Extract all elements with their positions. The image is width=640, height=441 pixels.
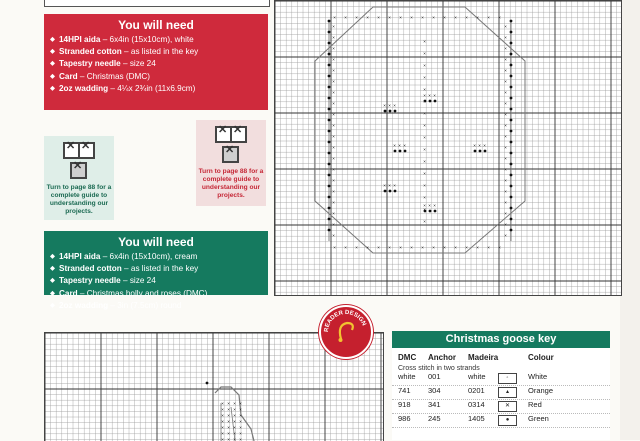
svg-text:×: × xyxy=(233,400,236,406)
svg-text:×: × xyxy=(403,142,406,148)
svg-text:×: × xyxy=(423,86,426,92)
svg-text:×: × xyxy=(423,62,426,68)
svg-text:×: × xyxy=(332,34,335,40)
table-row: 986 245 1405 ● Green xyxy=(392,414,610,428)
svg-text:×: × xyxy=(366,244,369,250)
requirements-title: You will need xyxy=(118,18,194,32)
guide-text: Turn to page 88 for a complete guide to understanding our projects. xyxy=(198,168,264,199)
requirements-card-green xyxy=(44,231,268,310)
table-row: white 001 white ◦ White xyxy=(392,372,610,386)
svg-text:×: × xyxy=(504,122,507,128)
svg-text:×: × xyxy=(332,133,335,139)
svg-text:×: × xyxy=(344,14,347,20)
svg-text:×: × xyxy=(504,78,507,84)
svg-text:×: × xyxy=(504,67,507,73)
requirements-list xyxy=(44,34,268,95)
stitch-guide-icon xyxy=(61,140,97,182)
svg-text:×: × xyxy=(433,202,436,208)
svg-text:×: × xyxy=(476,244,479,250)
svg-text:×: × xyxy=(227,406,230,412)
svg-text:×: × xyxy=(227,424,230,430)
svg-text:×: × xyxy=(221,412,224,418)
svg-text:×: × xyxy=(355,244,358,250)
svg-text:×: × xyxy=(239,430,242,436)
top-frame xyxy=(44,0,270,7)
svg-text:×: × xyxy=(332,144,335,150)
svg-text:×: × xyxy=(423,194,426,200)
list-item: ◆ 2oz wadding – 3in (7.5cm) round xyxy=(50,300,268,312)
list-item: ◆ Card – Christmas holly and roses (DMC) xyxy=(50,288,268,300)
svg-text:×: × xyxy=(332,210,335,216)
svg-text:×: × xyxy=(221,400,224,406)
svg-text:×: × xyxy=(388,14,391,20)
svg-text:×: × xyxy=(423,146,426,152)
svg-text:×: × xyxy=(504,144,507,150)
svg-text:×: × xyxy=(332,199,335,205)
svg-text:×: × xyxy=(423,122,426,128)
page-edge xyxy=(620,0,640,440)
svg-text:×: × xyxy=(233,424,236,430)
svg-text:×: × xyxy=(383,102,386,108)
guide-note-red xyxy=(196,120,266,206)
svg-text:×: × xyxy=(377,244,380,250)
svg-text:×: × xyxy=(504,100,507,106)
chart-grid xyxy=(275,1,621,295)
svg-text:×: × xyxy=(332,111,335,117)
svg-text:×: × xyxy=(432,244,435,250)
svg-text:×: × xyxy=(421,14,424,20)
svg-text:×: × xyxy=(504,199,507,205)
svg-text:×: × xyxy=(221,406,224,412)
list-item: ◆ 14HPI aida – 6x4in (15x10cm), cream xyxy=(50,251,268,263)
svg-text:×: × xyxy=(333,14,336,20)
svg-text:READER DESIGN: READER DESIGN xyxy=(323,309,367,333)
svg-text:×: × xyxy=(504,177,507,183)
svg-text:×: × xyxy=(423,170,426,176)
list-item: ◆ 2oz wadding – 4¼x 2¾in (11x6.9cm) xyxy=(50,83,268,95)
key-header-row: DMC Anchor Madeira Colour xyxy=(398,353,554,362)
svg-text:×: × xyxy=(443,244,446,250)
svg-text:×: × xyxy=(423,158,426,164)
svg-text:×: × xyxy=(332,23,335,29)
colour-key xyxy=(392,331,610,440)
reader-design-badge xyxy=(319,305,373,359)
svg-text:×: × xyxy=(233,430,236,436)
svg-text:×: × xyxy=(428,202,431,208)
svg-text:×: × xyxy=(465,244,468,250)
svg-text:×: × xyxy=(504,133,507,139)
svg-text:×: × xyxy=(233,412,236,418)
svg-text:×: × xyxy=(487,14,490,20)
svg-text:×: × xyxy=(332,89,335,95)
symbol-swatch: ✕ xyxy=(498,401,517,412)
svg-text:×: × xyxy=(423,206,426,212)
svg-text:×: × xyxy=(227,400,230,406)
svg-text:×: × xyxy=(332,56,335,62)
svg-text:×: × xyxy=(333,244,336,250)
svg-text:×: × xyxy=(465,14,468,20)
svg-text:×: × xyxy=(355,14,358,20)
table-row: 741 304 0201 ▴ Orange xyxy=(392,386,610,400)
svg-text:×: × xyxy=(487,244,490,250)
svg-text:×: × xyxy=(504,111,507,117)
svg-text:×: × xyxy=(498,14,501,20)
svg-text:×: × xyxy=(504,56,507,62)
svg-text:×: × xyxy=(388,244,391,250)
svg-text:×: × xyxy=(423,50,426,56)
svg-text:×: × xyxy=(454,244,457,250)
svg-text:×: × xyxy=(476,14,479,20)
svg-text:×: × xyxy=(227,436,230,441)
svg-text:×: × xyxy=(399,14,402,20)
key-title: Christmas goose key xyxy=(392,331,610,348)
list-item: ◆ Tapestry needle – size 24 xyxy=(50,58,268,70)
svg-text:×: × xyxy=(399,244,402,250)
svg-text:×: × xyxy=(473,142,476,148)
svg-text:×: × xyxy=(398,142,401,148)
svg-text:×: × xyxy=(393,182,396,188)
cross-stitch-chart-wreath xyxy=(274,0,622,296)
svg-text:×: × xyxy=(239,418,242,424)
svg-text:×: × xyxy=(478,142,481,148)
svg-text:×: × xyxy=(423,74,426,80)
svg-text:×: × xyxy=(454,14,457,20)
svg-text:×: × xyxy=(332,177,335,183)
guide-note-green xyxy=(44,136,114,220)
svg-text:×: × xyxy=(504,23,507,29)
svg-text:×: × xyxy=(423,134,426,140)
svg-text:×: × xyxy=(239,400,242,406)
svg-text:×: × xyxy=(332,188,335,194)
symbol-swatch: ▴ xyxy=(498,387,517,398)
badge-icon xyxy=(321,307,371,357)
svg-text:×: × xyxy=(227,412,230,418)
svg-text:×: × xyxy=(239,424,242,430)
svg-text:×: × xyxy=(410,244,413,250)
svg-text:×: × xyxy=(221,424,224,430)
svg-text:×: × xyxy=(332,78,335,84)
svg-text:×: × xyxy=(498,244,501,250)
stitch-guide-icon xyxy=(213,124,249,166)
svg-text:×: × xyxy=(423,38,426,44)
svg-text:×: × xyxy=(366,14,369,20)
requirements-list xyxy=(44,251,268,312)
svg-text:×: × xyxy=(504,89,507,95)
svg-text:×: × xyxy=(377,14,380,20)
svg-text:×: × xyxy=(423,98,426,104)
svg-text:×: × xyxy=(433,92,436,98)
svg-text:×: × xyxy=(423,92,426,98)
svg-text:×: × xyxy=(233,406,236,412)
requirements-card-red xyxy=(44,14,268,110)
key-note: Cross stitch in two strands xyxy=(398,365,480,372)
svg-text:×: × xyxy=(332,155,335,161)
list-item: ◆ Stranded cotton – as listed in the key xyxy=(50,46,268,58)
svg-text:×: × xyxy=(504,166,507,172)
symbol-swatch: ● xyxy=(498,415,517,426)
svg-text:×: × xyxy=(504,188,507,194)
svg-text:×: × xyxy=(332,100,335,106)
svg-text:×: × xyxy=(423,202,426,208)
guide-text: Turn to page 88 for a complete guide to understanding our projects. xyxy=(46,184,112,215)
svg-text:×: × xyxy=(393,102,396,108)
svg-text:×: × xyxy=(393,142,396,148)
svg-text:×: × xyxy=(504,210,507,216)
svg-text:×: × xyxy=(504,155,507,161)
svg-text:×: × xyxy=(221,418,224,424)
list-item: ◆ 14HPI aida – 6x4in (15x10cm), white xyxy=(50,34,268,46)
svg-text:×: × xyxy=(221,430,224,436)
svg-text:×: × xyxy=(443,14,446,20)
svg-text:×: × xyxy=(239,412,242,418)
list-item: ◆ Stranded cotton – as listed in the key xyxy=(50,263,268,275)
list-item: ◆ Tapestry needle – size 24 xyxy=(50,275,268,287)
list-item: ◆ Card – Christmas (DMC) xyxy=(50,71,268,83)
svg-text:×: × xyxy=(504,232,507,238)
svg-text:×: × xyxy=(332,166,335,172)
svg-text:×: × xyxy=(332,221,335,227)
svg-text:×: × xyxy=(483,142,486,148)
svg-text:×: × xyxy=(239,406,242,412)
svg-text:×: × xyxy=(421,244,424,250)
svg-text:×: × xyxy=(227,418,230,424)
svg-text:×: × xyxy=(239,436,242,441)
svg-text:×: × xyxy=(432,14,435,20)
svg-text:×: × xyxy=(233,418,236,424)
svg-text:×: × xyxy=(388,182,391,188)
svg-text:×: × xyxy=(428,92,431,98)
requirements-title: You will need xyxy=(118,235,194,249)
svg-text:×: × xyxy=(221,436,224,441)
table-row: 918 341 0314 ✕ Red xyxy=(392,400,610,414)
svg-text:×: × xyxy=(332,232,335,238)
svg-text:×: × xyxy=(504,221,507,227)
svg-text:×: × xyxy=(504,34,507,40)
svg-text:×: × xyxy=(344,244,347,250)
svg-text:×: × xyxy=(423,218,426,224)
symbol-swatch: ◦ xyxy=(498,373,517,384)
svg-text:×: × xyxy=(332,122,335,128)
svg-text:×: × xyxy=(227,430,230,436)
svg-text:×: × xyxy=(504,45,507,51)
svg-text:×: × xyxy=(383,182,386,188)
svg-text:×: × xyxy=(233,436,236,441)
svg-text:×: × xyxy=(410,14,413,20)
svg-text:×: × xyxy=(332,67,335,73)
svg-text:×: × xyxy=(388,102,391,108)
svg-text:×: × xyxy=(423,182,426,188)
svg-text:×: × xyxy=(332,45,335,51)
svg-text:×: × xyxy=(423,110,426,116)
